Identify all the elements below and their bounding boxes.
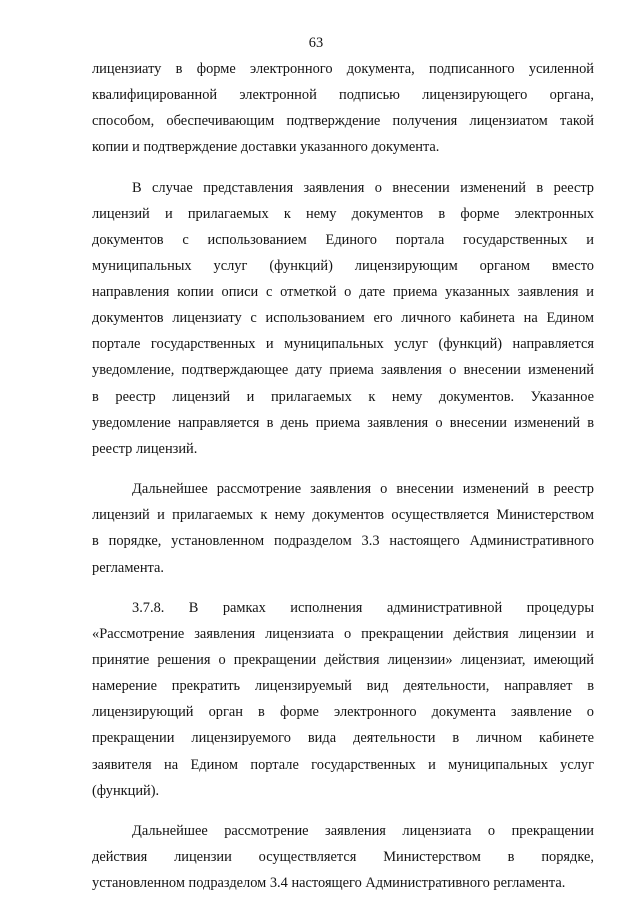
text-line: в реестр лицензий и прилагаемых к нему документов. Указанное — [92, 388, 594, 405]
text-line: действия лицензии осуществляется Министерством в порядке, — [92, 849, 594, 866]
text-line: прекращении лицензируемого вида деятельности в личном кабинете — [92, 730, 594, 747]
text-line: «Рассмотрение заявления лицензиата о прекращении действия лицензии и — [92, 626, 594, 643]
text-line: намерение прекратить лицензируемый вид деятельности, направляет в — [92, 678, 594, 695]
text-line: регламента. — [92, 559, 164, 576]
text-line: (функций). — [92, 782, 160, 799]
text-line: лицензирующий орган в форме электронного документа заявление о — [92, 704, 594, 721]
text-line: Дальнейшее рассмотрение заявления о внесении изменений в реестр — [132, 481, 594, 498]
text-line: 3.7.8. В рамках исполнения административной процедуры — [132, 599, 594, 616]
text-line: принятие решения о прекращении действия лицензии» лицензиат, имеющий — [92, 652, 594, 669]
text-line: установленном подразделом 3.4 настоящего Административного регламента. — [92, 875, 566, 892]
text-line: копии и подтверждение доставки указанного документа. — [92, 139, 440, 156]
text-line: уведомление, подтверждающее дату приема заявления о внесении изменений — [92, 362, 594, 379]
text-line: В случае представления заявления о внесении изменений в реестр — [132, 179, 594, 196]
text-line: способом, обеспечивающим подтверждение получения лицензиатом такой — [92, 113, 594, 130]
text-line: муниципальных услуг (функций) лицензирующим органом вместо — [92, 258, 594, 275]
page-number: 63 — [308, 35, 324, 51]
text-line: лицензий и прилагаемых к нему документов осуществляется Министерством — [92, 507, 594, 524]
text-line: заявителя на Едином портале государственных и муниципальных услуг — [92, 756, 594, 773]
text-line: квалифицированной электронной подписью лицензирующего органа, — [92, 87, 594, 104]
text-line: документов лицензиату с использованием его личного кабинета на Едином — [92, 310, 594, 327]
text-line: реестр лицензий. — [92, 440, 198, 457]
text-line: портале государственных и муниципальных услуг (функций) направляется — [92, 336, 594, 353]
text-line: лицензиату в форме электронного документа, подписанного усиленной — [92, 61, 594, 77]
text-line: документов с использованием Единого портала государственных и — [92, 231, 594, 248]
text-line: Дальнейшее рассмотрение заявления лицензиата о прекращении — [132, 823, 594, 840]
text-line: в порядке, установленном подразделом 3.3 настоящего Административного — [92, 533, 594, 550]
text-line: уведомление направляется в день приема заявления о внесении изменений в — [92, 414, 594, 431]
text-line: направления копии описи с отметкой о дате приема указанных заявления и — [92, 284, 594, 301]
text-line: лицензий и прилагаемых к нему документов в форме электронных — [92, 205, 594, 222]
